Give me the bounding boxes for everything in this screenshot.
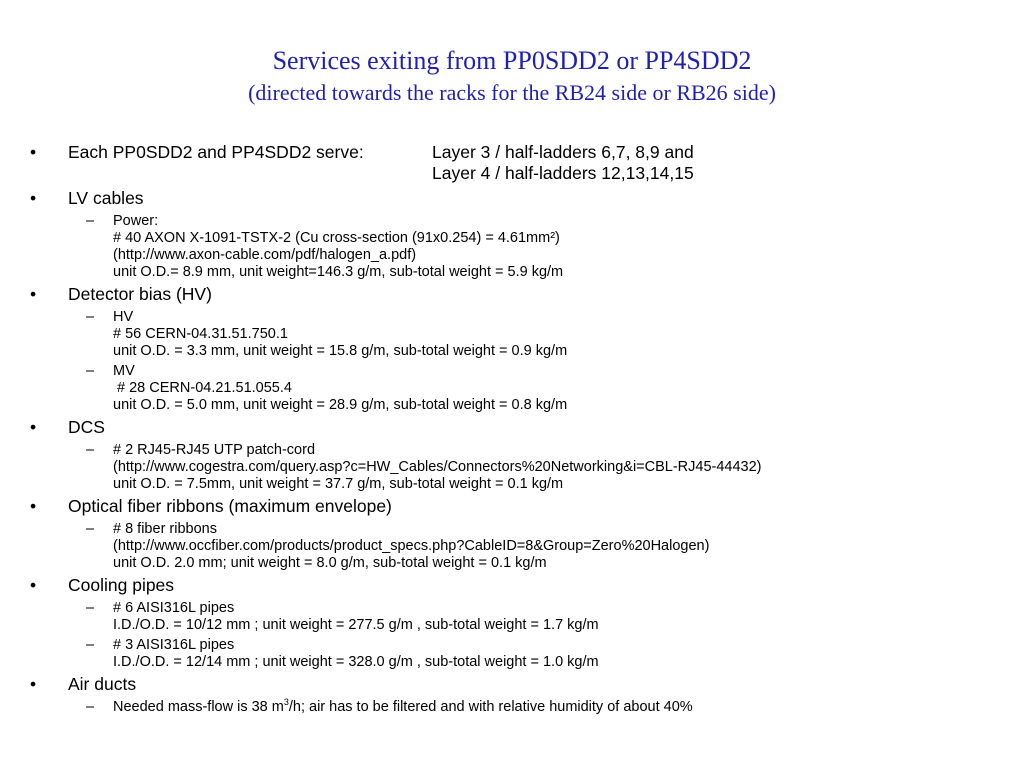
hv-cable: # 56 CERN-04.31.51.750.1: [113, 326, 288, 342]
bullet-marker: •: [30, 575, 37, 595]
dash-marker: –: [86, 309, 95, 325]
bullet-marker: •: [30, 674, 37, 694]
subitem-optical: [0, 521, 1024, 572]
optical-link: (http://www.occfiber.com/products/product_specs.php?CableID=8&Group=Zero%20Halogen): [113, 538, 710, 554]
power-label: Power:: [113, 213, 159, 229]
bullet-detector-bias: [0, 284, 1024, 305]
serve-layer3: Layer 3 / half-ladders 6,7, 8,9 and: [432, 142, 694, 162]
title-line-2: (directed towards the racks for the RB24 side or RB26 side): [248, 80, 776, 105]
power-specs: unit O.D.= 8.9 mm, unit weight=146.3 g/m, sub-total weight = 5.9 kg/m: [113, 264, 564, 280]
air-text-pre: Needed mass-flow is 38 m: [113, 699, 284, 715]
dash-marker: –: [86, 213, 95, 229]
slide-body: [0, 142, 1024, 719]
air-text-post: /h; air has to be filtered and with relative humidity of about 40%: [288, 699, 693, 715]
subitem-dcs: [0, 442, 1024, 493]
subitem-cooling-6: [0, 600, 1024, 634]
bullet-optical-fiber: [0, 496, 1024, 517]
dcs-specs: unit O.D. = 7.5mm, unit weight = 37.7 g/m, sub-total weight = 0.1 kg/m: [113, 476, 564, 492]
subitem-hv: [0, 309, 1024, 360]
bullet-cooling-pipes: [0, 575, 1024, 596]
subitem-cooling-3: [0, 637, 1024, 671]
mv-cable: # 28 CERN-04.21.51.055.4: [113, 380, 292, 396]
dash-marker: –: [86, 637, 95, 653]
bullet-marker: •: [30, 417, 37, 437]
bullet-marker: •: [30, 496, 37, 516]
bullet-lv-cables: [0, 188, 1024, 209]
power-cable: # 40 AXON X-1091-TSTX-2 (Cu cross-section (91x0.254) = 4.61mm²): [113, 230, 560, 246]
cooling-6-pipes: # 6 AISI316L pipes: [113, 600, 235, 616]
dcs-heading: DCS: [68, 417, 105, 437]
hv-specs: unit O.D. = 3.3 mm, unit weight = 15.8 g/m, sub-total weight = 0.9 kg/m: [113, 343, 568, 359]
dash-marker: –: [86, 521, 95, 537]
air-mass-flow: [113, 699, 1024, 716]
optical-heading: Optical fiber ribbons (maximum envelope): [68, 496, 392, 516]
mv-specs: unit O.D. = 5.0 mm, unit weight = 28.9 g/m, sub-total weight = 0.8 kg/m: [113, 397, 568, 413]
mv-label: MV: [113, 363, 135, 379]
bullet-marker: •: [30, 142, 37, 162]
dcs-cable: # 2 RJ45-RJ45 UTP patch-cord: [113, 442, 316, 458]
title-line-1: Services exiting from PP0SDD2 or PP4SDD2: [272, 46, 752, 75]
serve-layer4: Layer 4 / half-ladders 12,13,14,15: [432, 163, 694, 183]
air-heading: Air ducts: [68, 674, 137, 694]
lv-heading: LV cables: [68, 188, 144, 208]
cooling-6-specs: I.D./O.D. = 10/12 mm ; unit weight = 277.5 g/m , sub-total weight = 1.7 kg/m: [113, 617, 599, 633]
bullet-marker: •: [30, 284, 37, 304]
optical-specs: unit O.D. 2.0 mm; unit weight = 8.0 g/m, sub-total weight = 0.1 kg/m: [113, 555, 547, 571]
cooling-3-pipes: # 3 AISI316L pipes: [113, 637, 235, 653]
dash-marker: –: [86, 699, 95, 715]
dash-marker: –: [86, 363, 95, 379]
subitem-power: [0, 213, 1024, 281]
cooling-3-specs: I.D./O.D. = 12/14 mm ; unit weight = 328.0 g/m , sub-total weight = 1.0 kg/m: [113, 654, 599, 670]
subitem-mv: [0, 363, 1024, 414]
bullet-marker: •: [30, 188, 37, 208]
bullet-dcs: [0, 417, 1024, 438]
air-superscript: 3: [283, 697, 289, 708]
subitem-air: [0, 699, 1024, 716]
hv-label: HV: [113, 309, 134, 325]
power-link: (http://www.axon-cable.com/pdf/halogen_a.pdf): [113, 247, 417, 263]
dash-marker: –: [86, 600, 95, 616]
dcs-link: (http://www.cogestra.com/query.asp?c=HW_Cables/Connectors%20Networking&i=CBL-RJ45-44432): [113, 459, 762, 475]
optical-ribbons: # 8 fiber ribbons: [113, 521, 217, 537]
dash-marker: –: [86, 442, 95, 458]
bullet-air-ducts: [0, 674, 1024, 695]
serve-label: Each PP0SDD2 and PP4SDD2 serve:: [68, 142, 364, 162]
cooling-heading: Cooling pipes: [68, 575, 175, 595]
hv-heading: Detector bias (HV): [68, 284, 212, 304]
bullet-serve: [0, 142, 1024, 184]
slide-title: [0, 44, 1024, 108]
